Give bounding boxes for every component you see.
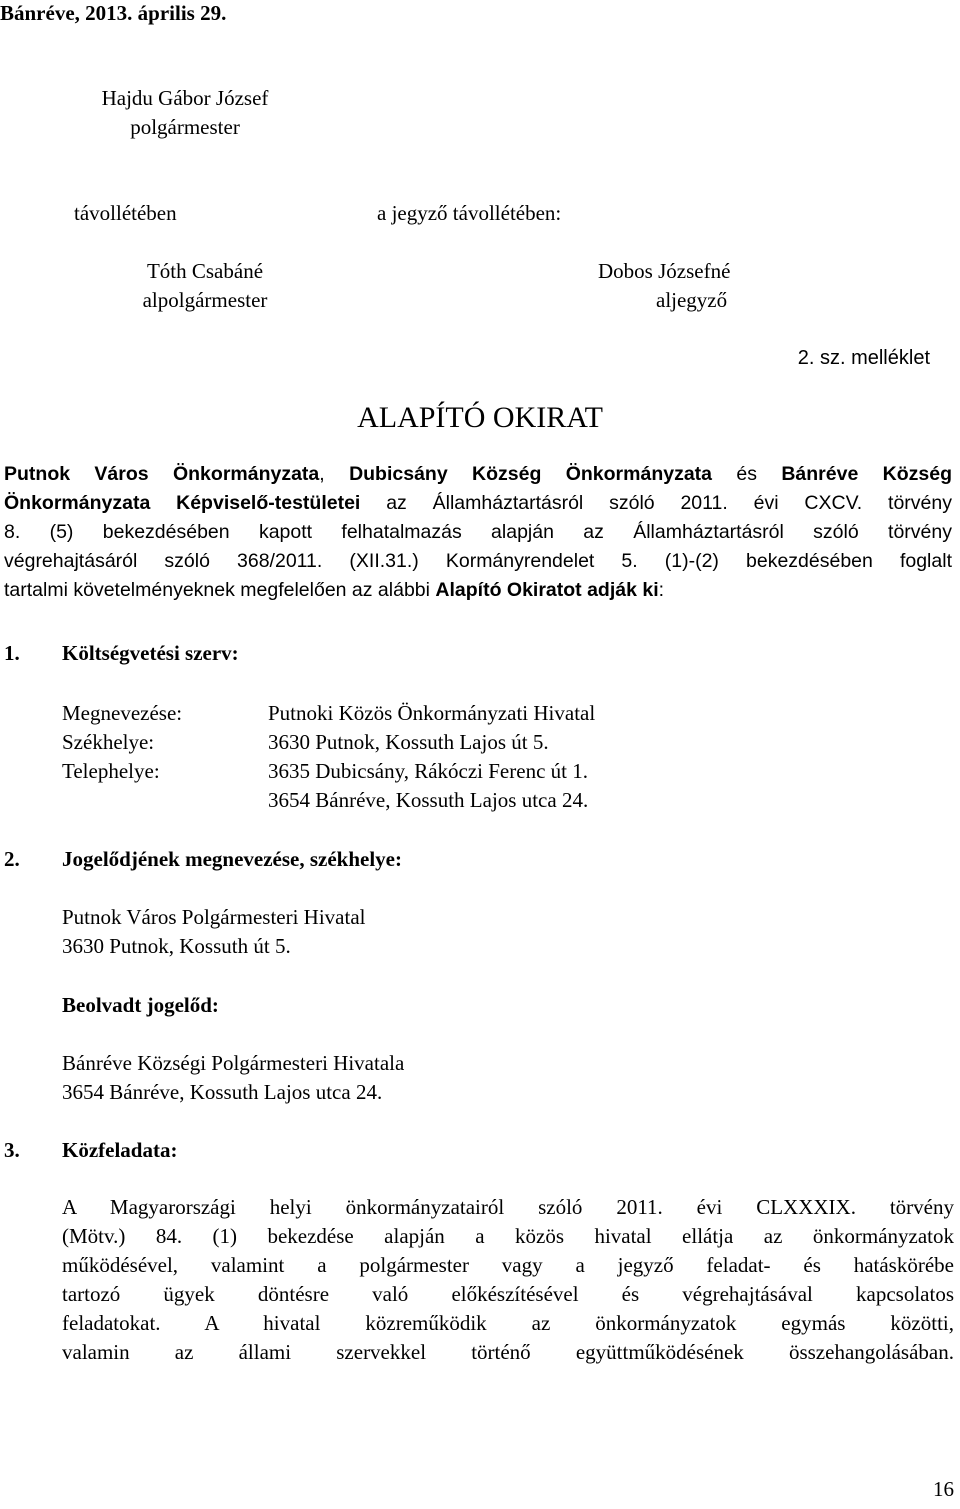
founder-putnok: Putnok Város Önkormányzata — [4, 463, 320, 485]
section-1-heading: Költségvetési szerv: — [62, 641, 239, 665]
deputy-mayor-title: alpolgármester — [142, 288, 268, 312]
value-site-2: 3654 Bánréve, Kossuth Lajos utca 24. — [268, 788, 589, 812]
merged-predecessor-heading: Beolvadt jogelőd: — [62, 993, 219, 1017]
right-absence-label: a jegyző távollétében: — [377, 201, 562, 225]
section-2-number: 2. — [4, 847, 20, 871]
founder-dubicsany: Dubicsány Község Önkormányzata — [349, 463, 713, 485]
label-seat: Székhelye: — [62, 730, 155, 754]
page-number: 16 — [933, 1477, 954, 1501]
public-task-line-5: feladatokat. A hivatal közreműködik az önkormányzatok egymás közötti, — [62, 1311, 954, 1335]
public-task-line-2: (Mötv.) 84. (1) bekezdése alapján a közös hivatal ellátja az önkormányzatok — [62, 1224, 954, 1248]
public-task-line-6: valamin az állami szervekkel történő együttműködésének összehangolásában. — [62, 1340, 954, 1364]
deputy-notary-name: Dobos Józsefné — [598, 259, 731, 283]
predecessor-address: 3630 Putnok, Kossuth út 5. — [62, 934, 291, 958]
annex-label: 2. sz. melléklet — [797, 347, 930, 369]
section-3-number: 3. — [4, 1138, 20, 1162]
label-name: Megnevezése: — [62, 701, 183, 725]
intro-line-1: Putnok Város Önkormányzata, Dubicsány Község Önkormányzata és Bánréve Község — [4, 463, 953, 485]
predecessor-name: Putnok Város Polgármesteri Hivatal — [62, 905, 366, 929]
label-site: Telephelye: — [62, 759, 160, 783]
intro-line-5: tartalmi követelményeknek megfelelően az alábbi Alapító Okiratot adják ki: — [4, 579, 665, 601]
place-date: Bánréve, 2013. április 29. — [0, 1, 227, 25]
value-name: Putnoki Közös Önkormányzati Hivatal — [268, 701, 596, 725]
document-title: ALAPÍTÓ OKIRAT — [357, 401, 603, 434]
intro-line-3: 8. (5) bekezdésében kapott felhatalmazás alapján az Államháztartásról szóló törvény — [4, 521, 952, 543]
section-2-heading: Jogelődjének megnevezése, székhelye: — [62, 847, 402, 871]
left-absence-label: távollétében — [74, 201, 177, 225]
intro-line-4: végrehajtásáról szóló 368/2011. (XII.31.) Kormányrendelet 5. (1)-(2) bekezdésében foglalt — [4, 550, 952, 572]
mayor-title: polgármester — [130, 115, 240, 139]
public-task-line-4: tartozó ügyek döntésre való előkészítésével és végrehajtásával kapcsolatos — [62, 1282, 954, 1306]
section-3-heading: Közfeladata: — [62, 1138, 178, 1162]
founder-banreve: Bánréve Község — [781, 463, 953, 485]
value-seat: 3630 Putnok, Kossuth Lajos út 5. — [268, 730, 549, 754]
section-1-number: 1. — [4, 641, 20, 665]
founding-deed-phrase: Alapító Okiratot adják ki — [435, 579, 659, 601]
intro-line-2: Önkormányzata Képviselő-testületei az Államháztartásról szóló 2011. évi CXCV. törvény — [4, 492, 952, 514]
deputy-mayor-name: Tóth Csabáné — [146, 259, 264, 283]
deputy-notary-title: aljegyző — [656, 288, 728, 312]
value-site-1: 3635 Dubicsány, Rákóczi Ferenc út 1. — [268, 759, 588, 783]
mayor-name: Hajdu Gábor József — [101, 86, 269, 110]
merged-predecessor-name: Bánréve Községi Polgármesteri Hivatala — [62, 1051, 405, 1075]
merged-predecessor-address: 3654 Bánréve, Kossuth Lajos utca 24. — [62, 1080, 383, 1104]
public-task-line-1: A Magyarországi helyi önkormányzatairól szóló 2011. évi CLXXXIX. törvény — [62, 1195, 954, 1219]
public-task-line-3: működésével, valamint a polgármester vagy a jegyző feladat- és hatáskörébe — [62, 1253, 954, 1277]
